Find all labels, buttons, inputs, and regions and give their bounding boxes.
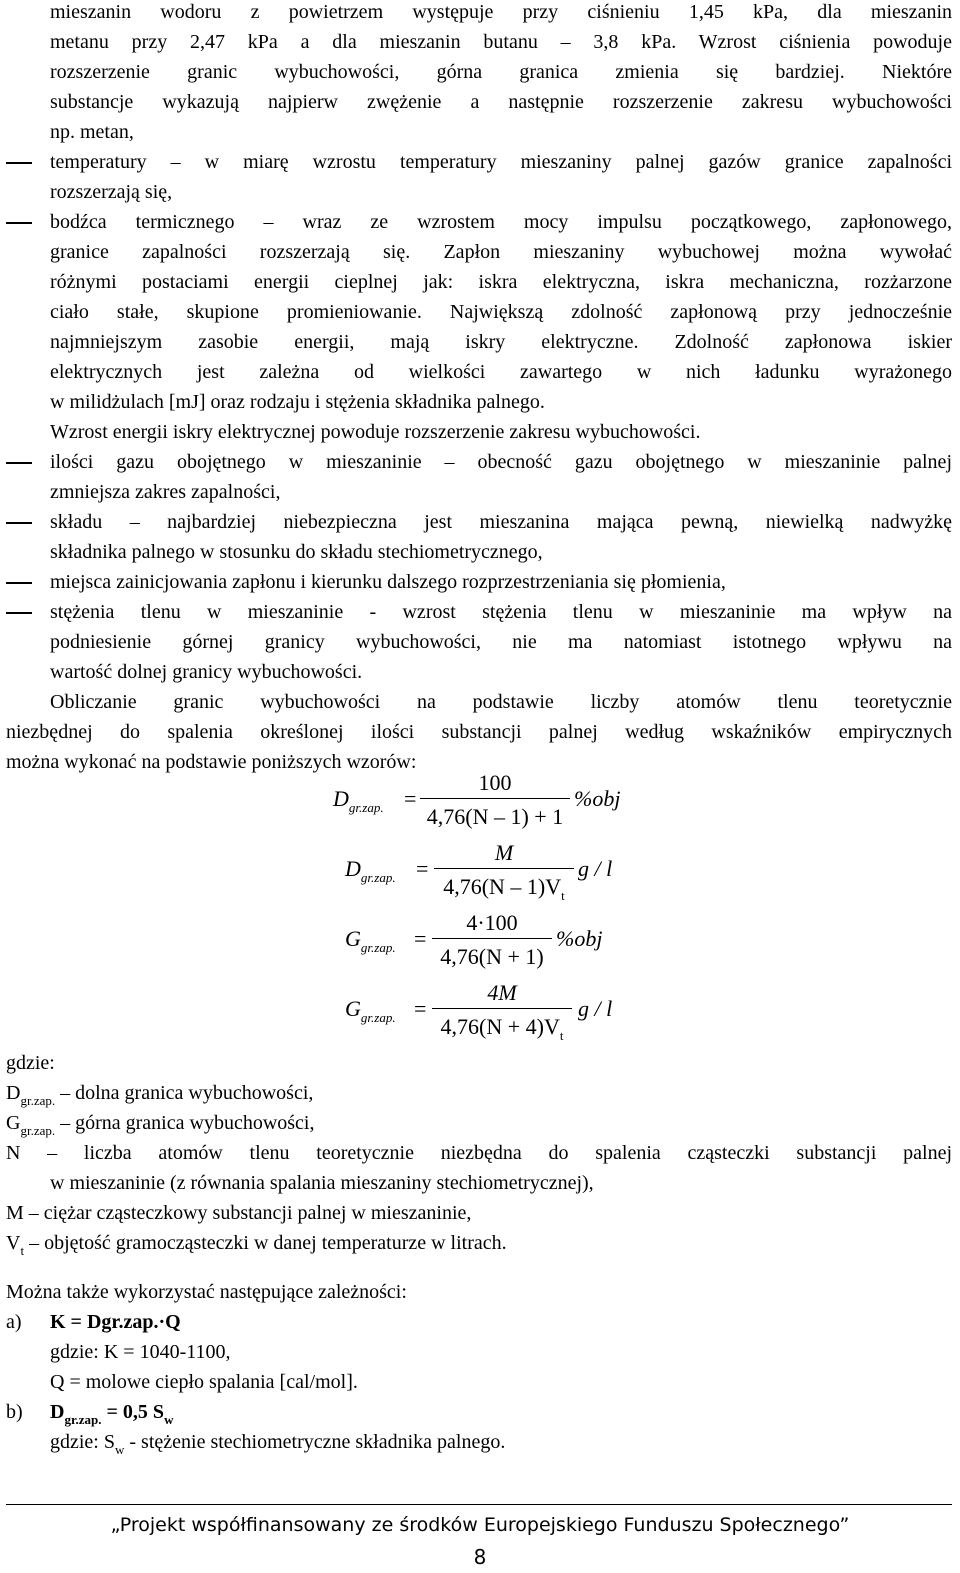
fraction-bar xyxy=(434,868,574,869)
item-label-a: a) xyxy=(6,1311,22,1333)
bullet-line: ciało stałe, skupione promieniowanie. Największą zdolność zapłonową przy jednocześnie xyxy=(50,301,952,323)
bullet-line: miejsca zainicjowania zapłonu i kierunku dalszego rozprzestrzeniania się płomienia, xyxy=(50,571,726,593)
bullet-line: zmniejsza zakres zapalności, xyxy=(50,481,281,503)
paragraph-line: Obliczanie granic wybuchowości na podstawie liczby atomów tlenu teoretycznie xyxy=(50,691,952,713)
bullet-line: podniesienie górnej granicy wybuchowości, nie ma natomiast istotnego wpływu na xyxy=(50,631,952,653)
legend-m: M – ciężar cząsteczkowy substancji palnej w mieszaninie, xyxy=(6,1202,472,1224)
formula-b-where: gdzie: $S_w$ - stężenie stechiometryczne składnika palnego. xyxy=(50,1431,506,1457)
bullet-line: stężenia tlenu w mieszaninie - wzrost stężenia tlenu w mieszaninie ma wpływ na xyxy=(50,601,952,623)
formula-equals: = xyxy=(414,926,427,951)
bullet-dash xyxy=(6,522,32,524)
legend-vt: $V_t$ – objętość gramocząsteczki w danej temperaturze w litrach. xyxy=(6,1232,507,1258)
formula-a: K = Dgr.zap.·Q xyxy=(50,1311,181,1333)
bullet-line: wartość dolnej granicy wybuchowości. xyxy=(50,661,363,683)
paragraph-line: rozszerzenie granic wybuchowości, górna granica zmienia się bardziej. Niektóre xyxy=(50,61,952,83)
legend-n: N – liczba atomów tlenu teoretycznie niezbędna do spalenia cząsteczki substancji palnej xyxy=(6,1142,952,1164)
paragraph-line: substancje wykazują najpierw zwężenie a następnie rozszerzenie zakresu wybuchowości xyxy=(50,91,952,113)
bullet-line: w milidżulach [mJ] oraz rodzaju i stężenia składnika palnego. xyxy=(50,391,545,413)
bullet-line: rozszerzają się, xyxy=(50,181,173,203)
fraction-bar xyxy=(432,938,552,939)
bullet-dash xyxy=(6,462,32,464)
item-label-b: b) xyxy=(6,1401,23,1423)
footer-text: „Projekt współfinansowany ze środków Europejskiego Funduszu Społecznego” xyxy=(110,1514,850,1536)
formula-numerator: 4·100 xyxy=(466,910,518,935)
formula-lhs: $G_{gr.zap.}$ xyxy=(345,996,396,1025)
fraction-bar xyxy=(420,798,570,799)
formula-unit: g / l xyxy=(578,996,613,1021)
formula-lhs: $D_{gr.zap.}$ xyxy=(345,856,396,885)
legend-title: gdzie: xyxy=(6,1052,55,1074)
paragraph-line: niezbędnej do spalenia określonej ilości substancji palnej według wskaźników empirycznych xyxy=(6,721,952,743)
bullet-line: elektrycznych jest zależna od wielkości zawartego w nich ładunku wyrażonego xyxy=(50,361,952,383)
legend-n-cont: w mieszaninie (z równania spalania mieszaniny stechiometrycznej), xyxy=(50,1172,594,1194)
legend-dgrzap: $D_{gr.zap.}$ – dolna granica wybuchowości, xyxy=(6,1082,314,1108)
footer-rule xyxy=(6,1504,952,1505)
bullet-line: bodźca termicznego – wraz ze wzrostem mocy impulsu początkowego, zapłonowego, xyxy=(50,211,952,233)
bullet-line: składnika palnego w stosunku do składu stechiometrycznego, xyxy=(50,541,543,563)
formula-lhs: $D_{gr.zap.}$ xyxy=(333,786,384,815)
paragraph-line: mieszanin wodoru z powietrzem występuje przy ciśnieniu 1,45 kPa, dla mieszanin xyxy=(50,1,952,23)
formula-b: $D_{gr.zap.} = 0,5$ $S_w$ xyxy=(50,1401,174,1427)
formula-denominator: 4,76(N + 1) xyxy=(440,944,544,969)
formula-equals: = xyxy=(404,786,417,811)
formula-numerator: 100 xyxy=(478,770,512,795)
formula-equals: = xyxy=(414,996,427,1021)
formula-unit: %obj xyxy=(574,786,621,811)
paragraph-line: np. metan, xyxy=(50,121,134,143)
formula-unit: g / l xyxy=(578,856,613,881)
legend-ggrzap: $G_{gr.zap.}$ – górna granica wybuchowości, xyxy=(6,1112,315,1138)
formula-numerator: 4M xyxy=(487,980,517,1005)
formula-denominator: 4,76(N – 1) + 1 xyxy=(426,804,564,829)
formula-denominator: $4,76(N - 1)V_t$ xyxy=(443,874,565,903)
formula-equals: = xyxy=(416,856,429,881)
bullet-line: różnymi postaciami energii cieplnej jak: iskra elektryczna, iskra mechaniczna, rozżarzone xyxy=(50,271,952,293)
formula-fraction xyxy=(420,770,570,832)
formula-fraction xyxy=(432,980,572,1042)
formula-fraction xyxy=(432,910,552,972)
fraction-bar xyxy=(432,1008,572,1009)
formula-a-where: gdzie: K = 1040-1100, xyxy=(50,1341,231,1363)
formula-numerator: M xyxy=(494,840,514,865)
bullet-line: ilości gazu obojętnego w mieszaninie – obecność gazu obojętnego w mieszaninie palnej xyxy=(50,451,952,473)
paragraph-line: metanu przy 2,47 kPa a dla mieszanin butanu – 3,8 kPa. Wzrost ciśnienia powoduje xyxy=(50,31,952,53)
extra-intro: Można także wykorzystać następujące zależności: xyxy=(6,1281,407,1303)
bullet-dash xyxy=(6,612,32,614)
bullet-dash xyxy=(6,582,32,584)
paragraph-line: można wykonać na podstawie poniższych wzorów: xyxy=(6,751,417,773)
formula-a-where: Q = molowe ciepło spalania [cal/mol]. xyxy=(50,1371,358,1393)
bullet-line: Wzrost energii iskry elektrycznej powoduje rozszerzenie zakresu wybuchowości. xyxy=(50,421,701,443)
bullet-line: składu – najbardziej niebezpieczna jest mieszanina mająca pewną, niewielką nadwyżkę xyxy=(50,511,952,533)
bullet-line: granice zapalności rozszerzają się. Zapłon mieszaniny wybuchowej można wywołać xyxy=(50,241,952,263)
page-number: 8 xyxy=(473,1545,487,1569)
bullet-line: najmniejszym zasobie energii, mają iskry elektryczne. Zdolność zapłonowa iskier xyxy=(50,331,952,353)
bullet-line: temperatury – w miarę wzrostu temperatury mieszaniny palnej gazów granice zapalności xyxy=(50,151,952,173)
bullet-dash xyxy=(6,162,32,164)
formula-denominator: $4,76(N + 4)V_t$ xyxy=(440,1014,564,1043)
bullet-dash xyxy=(6,222,32,224)
formula-lhs: $G_{gr.zap.}$ xyxy=(345,926,396,955)
formula-unit: %obj xyxy=(556,926,603,951)
formula-fraction xyxy=(434,840,574,902)
